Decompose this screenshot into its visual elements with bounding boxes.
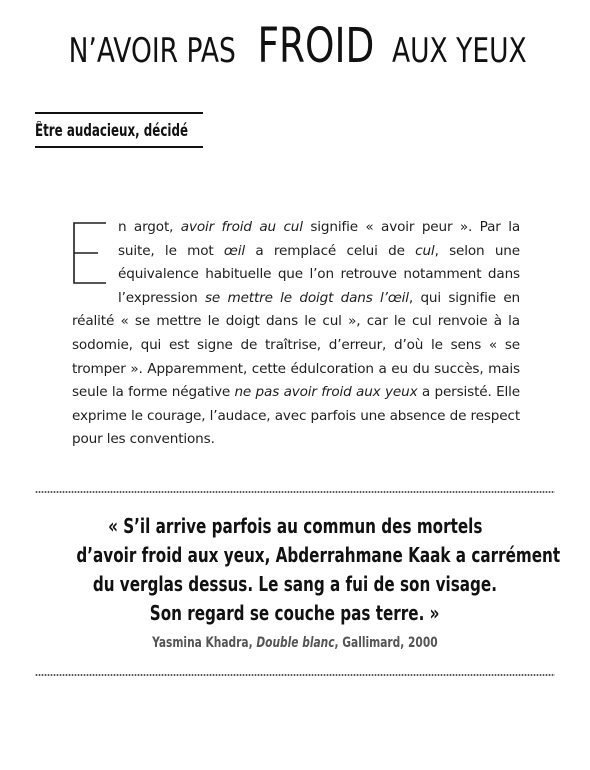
page-title xyxy=(0,18,590,74)
quote-line xyxy=(0,512,590,541)
quote-line-4: Son regard se couche pas terre. » xyxy=(150,601,440,625)
quote-block xyxy=(0,512,590,628)
body-italic-2: œil xyxy=(223,242,245,259)
quote-line xyxy=(0,541,590,570)
body-seg-4: , selon une équivalence habituelle que l’on retrouve notamment dans l’expression xyxy=(118,242,520,306)
source-work: Double blanc xyxy=(256,635,335,651)
quote-source xyxy=(0,632,590,651)
subtitle-box xyxy=(35,112,203,148)
quote-line xyxy=(0,570,590,599)
dropcap-e-glyph xyxy=(72,221,108,285)
body-seg-3: a remplacé celui de xyxy=(245,242,416,259)
quote-line-1: « S’il arrive parfois au commun des mortels xyxy=(107,514,483,538)
body-italic-4: se mettre le doigt dans l’œil xyxy=(204,289,409,306)
body-seg-5: , qui signifie en réalité « se mettre le doigt dans le cul », car le cul renvoie à la sodomie, qui est signe de traîtrise, d’erreur, d’où le sens « se tromper ». Apparemment, cette édulcoration a eu du succès, mais seule la forme négative xyxy=(72,289,521,401)
quote-line-2: d’avoir froid aux yeux, Abderrahmane Kaak a carrément xyxy=(76,543,561,567)
title-part-3: AUX YEUX xyxy=(391,31,527,71)
title-part-2: FROID xyxy=(257,18,375,74)
body-italic-1: avoir froid au cul xyxy=(180,219,303,235)
body-paragraph xyxy=(72,216,520,452)
body-text xyxy=(72,216,520,452)
quote-line-3: du verglas dessus. Le sang a fui de son visage. xyxy=(92,572,498,596)
body-seg-6: a persisté. Elle exprime le courage, l’audace, avec parfois une absence de respect pour les conventions. xyxy=(72,384,520,448)
body-italic-3: cul xyxy=(415,242,435,259)
body-italic-5: ne pas avoir froid aux yeux xyxy=(234,384,418,401)
title-part-1: N’AVOIR PAS xyxy=(68,31,236,71)
dotted-separator-bottom xyxy=(35,673,555,677)
body-seg-1: n argot, xyxy=(118,219,181,235)
quote-line xyxy=(0,599,590,628)
dropcap-e xyxy=(72,221,110,289)
source-author: Yasmina Khadra, xyxy=(152,635,257,651)
dropcap-letter: E xyxy=(72,221,73,222)
body-seg-2: signifie « avoir peur ». Par la suite, le mot xyxy=(118,219,521,259)
source-publisher-year: , Gallimard, 2000 xyxy=(334,635,438,651)
dotted-separator-top xyxy=(35,490,555,494)
subtitle: Être audacieux, décidé xyxy=(35,120,189,140)
